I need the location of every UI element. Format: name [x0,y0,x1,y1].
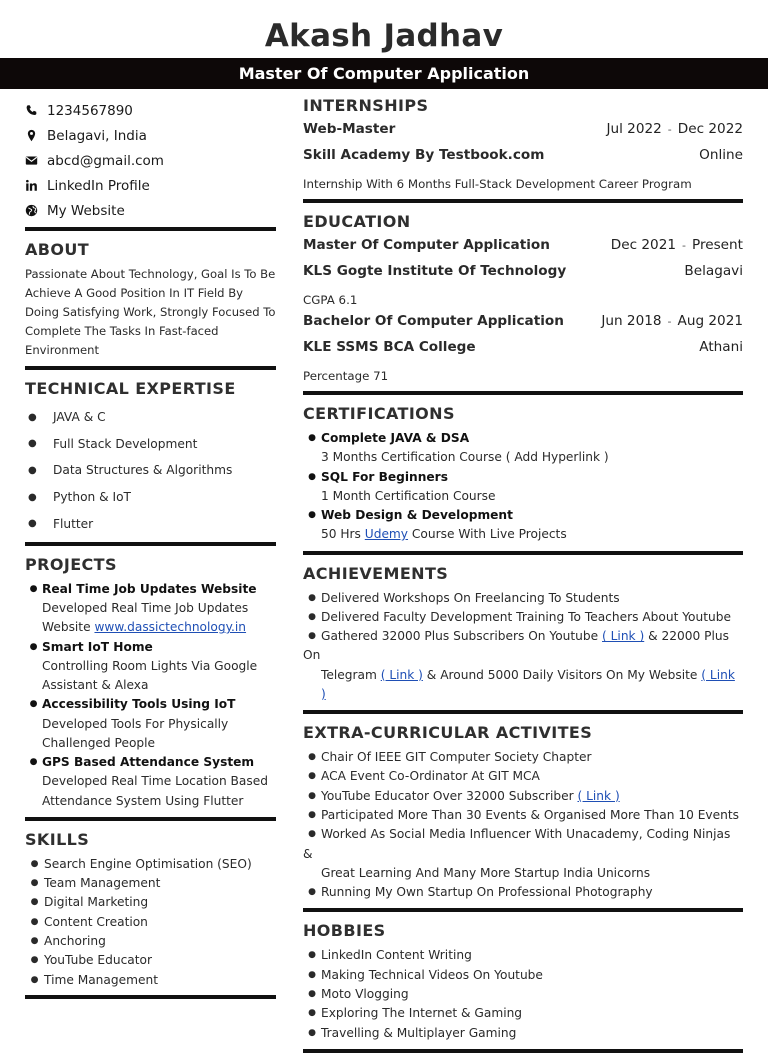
right-column [303,96,743,1053]
bullet-icon: ● [28,438,37,450]
internship-note: Internship With 6 Months Full-Stack Development Career Program [303,177,692,191]
bullet-icon: ● [308,592,316,603]
education-note: CGPA 6.1 [303,293,358,307]
bullet-icon: ● [308,433,316,443]
project-desc: Developed Tools For Physically [42,716,229,731]
internships-heading: INTERNSHIPS [303,96,429,115]
section-divider [25,366,276,370]
bullet-icon: ● [308,510,316,521]
education-institute: KLS Gogte Institute Of Technology [303,262,567,279]
list-item: ● ACA Event Co-Ordinator At GIT MCA [303,767,743,786]
bullet-icon: ● [308,989,316,999]
list-item: ● Python & IoT [25,484,276,511]
contact-email [25,148,276,173]
internship-role-row [303,121,743,147]
bullet-icon: ● [29,757,38,768]
bullet-icon: ● [308,950,316,961]
bullet-icon: ● [30,955,39,966]
bullet-icon: ● [30,936,39,947]
extracurricular-list [303,748,743,902]
list-item: ● Delivered Faculty Development Training To Teachers About Youtube [303,608,743,627]
globe-icon [25,204,47,217]
certification-title: ● Complete JAVA & DSA [303,429,743,448]
about-text: Passionate About Technology, Goal Is To Be Achieve A Good Position In IT Field By Doing Satisfying Work, Strongly Focused To Complete The Tasks In Fast-faced Environment [25,267,276,357]
bullet-icon: ● [308,471,316,482]
bullet-icon: ● [28,464,37,476]
bullet-icon: ● [308,810,316,821]
achievements-list [303,589,743,705]
list-item: ● Delivered Workshops On Freelancing To Students [303,589,743,608]
about-heading: ABOUT [25,240,90,259]
projects-list [25,580,276,811]
section-divider [303,199,743,203]
list-item-continuation: Great Learning And Many More Startup India Unicorns [321,865,651,880]
project-title: ● Accessibility Tools Using IoT [25,695,276,714]
list-item-continuation: Telegram ( Link ) & Around 5000 Daily Visitors On My Website ( Link ) [321,667,735,701]
technical-list [25,404,276,537]
bullet-icon: ● [30,974,39,985]
certification-desc: 3 Months Certification Course ( Add Hyperlink ) [321,450,609,465]
list-item: ● YouTube Educator Over 32000 Subscriber ( Link ) [303,787,743,806]
education-heading: EDUCATION [303,212,411,231]
education-degree-row [303,313,743,339]
phone-icon [25,104,47,117]
list-item: ● LinkedIn Content Writing [303,946,743,965]
linkedin-icon [25,179,47,192]
education-institute-row [303,263,743,289]
education-degree: Bachelor Of Computer Application [303,313,564,329]
udemy-link[interactable]: Udemy [364,527,409,542]
list-item: ● Participated More Than 30 Events & Organised More Than 10 Events [303,806,743,825]
list-item: ● Data Structures & Algorithms [25,457,276,484]
bullet-icon: ● [30,897,39,908]
bullet-icon: ● [308,887,316,898]
list-item: ● Flutter [25,510,276,537]
location-icon [25,129,47,142]
education-dates: Dec 2021 - Present [610,237,743,253]
bullet-icon: ● [29,641,38,652]
left-column [25,98,276,999]
list-item: ● Team Management [25,874,276,893]
youtube-link[interactable]: ( Link ) [602,629,645,644]
bullet-icon: ● [30,858,39,869]
bullet-icon: ● [308,752,316,763]
bullet-icon: ● [30,916,39,927]
contact-location [25,123,276,148]
skills-list [25,855,276,990]
website-link[interactable]: My Website [47,202,125,219]
education-institute-row [303,339,743,365]
project-desc: Assistant & Alexa [42,678,149,693]
projects-heading: PROJECTS [25,554,117,574]
website-link[interactable]: ( Link ) [321,667,735,701]
bullet-icon: ● [28,411,37,423]
project-desc: Developed Real Time Job Updates [42,601,249,616]
project-title: ● Real Time Job Updates Website [25,580,276,599]
bullet-icon: ● [29,699,38,710]
list-item: ● Gathered 32000 Plus Subscribers On Youtube ( Link ) & 22000 Plus On [303,627,743,666]
bullet-icon: ● [308,1027,316,1038]
bullet-icon: ● [29,583,38,594]
list-item: ● Moto Vlogging [303,985,743,1004]
section-divider [25,227,276,231]
bullet-icon: ● [308,1008,316,1019]
list-item: ● Worked As Social Media Influencer With Unacademy, Coding Ninjas & [303,825,743,864]
project-desc: Website www.dassictechnology.in [42,620,247,635]
hobbies-heading: HOBBIES [303,921,386,941]
contact-website [25,198,276,223]
project-title: ● Smart IoT Home [25,638,276,657]
bullet-icon: ● [308,829,316,840]
list-item: ● Travelling & Multiplayer Gaming [303,1024,743,1043]
education-location: Athani [699,338,743,355]
list-item: ● Content Creation [25,913,276,932]
email-text[interactable]: abcd@gmail.com [47,152,164,169]
internship-role: Web-Master [303,121,396,137]
phone-number: 1234567890 [47,102,133,119]
internship-org-row [303,147,743,173]
certifications-heading: CERTIFICATIONS [303,404,455,423]
contact-phone [25,98,276,123]
resume-title-bar: Master Of Computer Application [0,58,768,89]
list-item: ● Chair Of IEEE GIT Computer Society Chapter [303,748,743,767]
internship-org: Skill Academy By Testbook.com [303,146,545,163]
certification-desc: 50 Hrs Udemy Course With Live Projects [321,527,567,542]
bullet-icon: ● [28,518,37,530]
list-item: ● YouTube Educator [25,951,276,970]
education-degree-row [303,237,743,263]
list-item: ● Time Management [25,971,276,990]
list-item: ● Anchoring [25,932,276,951]
section-divider [25,542,276,546]
project-desc: Challenged People [42,735,156,750]
section-divider [25,817,276,821]
resume-name: Akash Jadhav [264,18,504,54]
hobbies-list [303,946,743,1043]
contact-linkedin [25,173,276,198]
education-note: Percentage 71 [303,369,389,383]
email-icon [25,154,47,167]
bullet-icon: ● [308,969,316,980]
telegram-link[interactable]: ( Link ) [380,667,423,682]
project-title: ● GPS Based Attendance System [25,753,276,772]
project-website-link[interactable]: www.dassictechnology.in [94,620,247,635]
project-desc: Attendance System Using Flutter [42,793,244,808]
section-divider [303,551,743,555]
achievements-heading: ACHIEVEMENTS [303,563,449,583]
education-degree: Master Of Computer Application [303,237,550,253]
skills-heading: SKILLS [25,829,90,849]
project-desc: Developed Real Time Location Based [42,774,268,789]
technical-heading: TECHNICAL EXPERTISE [25,379,236,398]
bullet-icon: ● [308,771,316,782]
list-item: ● Search Engine Optimisation (SEO) [25,855,276,874]
youtube-channel-link[interactable]: ( Link ) [577,788,620,803]
list-item: ● Digital Marketing [25,893,276,912]
bullet-icon: ● [308,631,316,642]
bullet-icon: ● [30,878,39,889]
list-item: ● Exploring The Internet & Gaming [303,1004,743,1023]
section-divider [303,1049,743,1053]
list-item: ● Full Stack Development [25,431,276,458]
education-location: Belagavi [684,262,743,279]
list-item: ● Making Technical Videos On Youtube [303,966,743,985]
internship-location: Online [699,146,743,163]
section-divider [25,995,276,999]
linkedin-profile-link[interactable]: LinkedIn Profile [47,177,150,194]
location-text: Belagavi, India [47,127,147,144]
extracurricular-heading: EXTRA-CURRICULAR ACTIVITES [303,723,593,743]
bullet-icon: ● [308,611,316,622]
certification-title: ● SQL For Beginners [303,468,743,487]
certifications-list [303,429,743,545]
certification-desc: 1 Month Certification Course [321,488,496,503]
section-divider [303,710,743,714]
list-item: ● Running My Own Startup On Professional Photography [303,883,743,902]
bullet-icon: ● [308,790,316,801]
section-divider [303,908,743,912]
section-divider [303,391,743,395]
internship-dates: Jul 2022 - Dec 2022 [606,121,743,137]
contact-list [25,98,276,223]
education-institute: KLE SSMS BCA College [303,338,476,355]
project-desc: Controlling Room Lights Via Google [42,659,258,673]
education-dates: Jun 2018 - Aug 2021 [601,313,743,329]
bullet-icon: ● [28,491,37,503]
list-item: ● JAVA & C [25,404,276,431]
certification-title: ● Web Design & Development [303,506,743,525]
